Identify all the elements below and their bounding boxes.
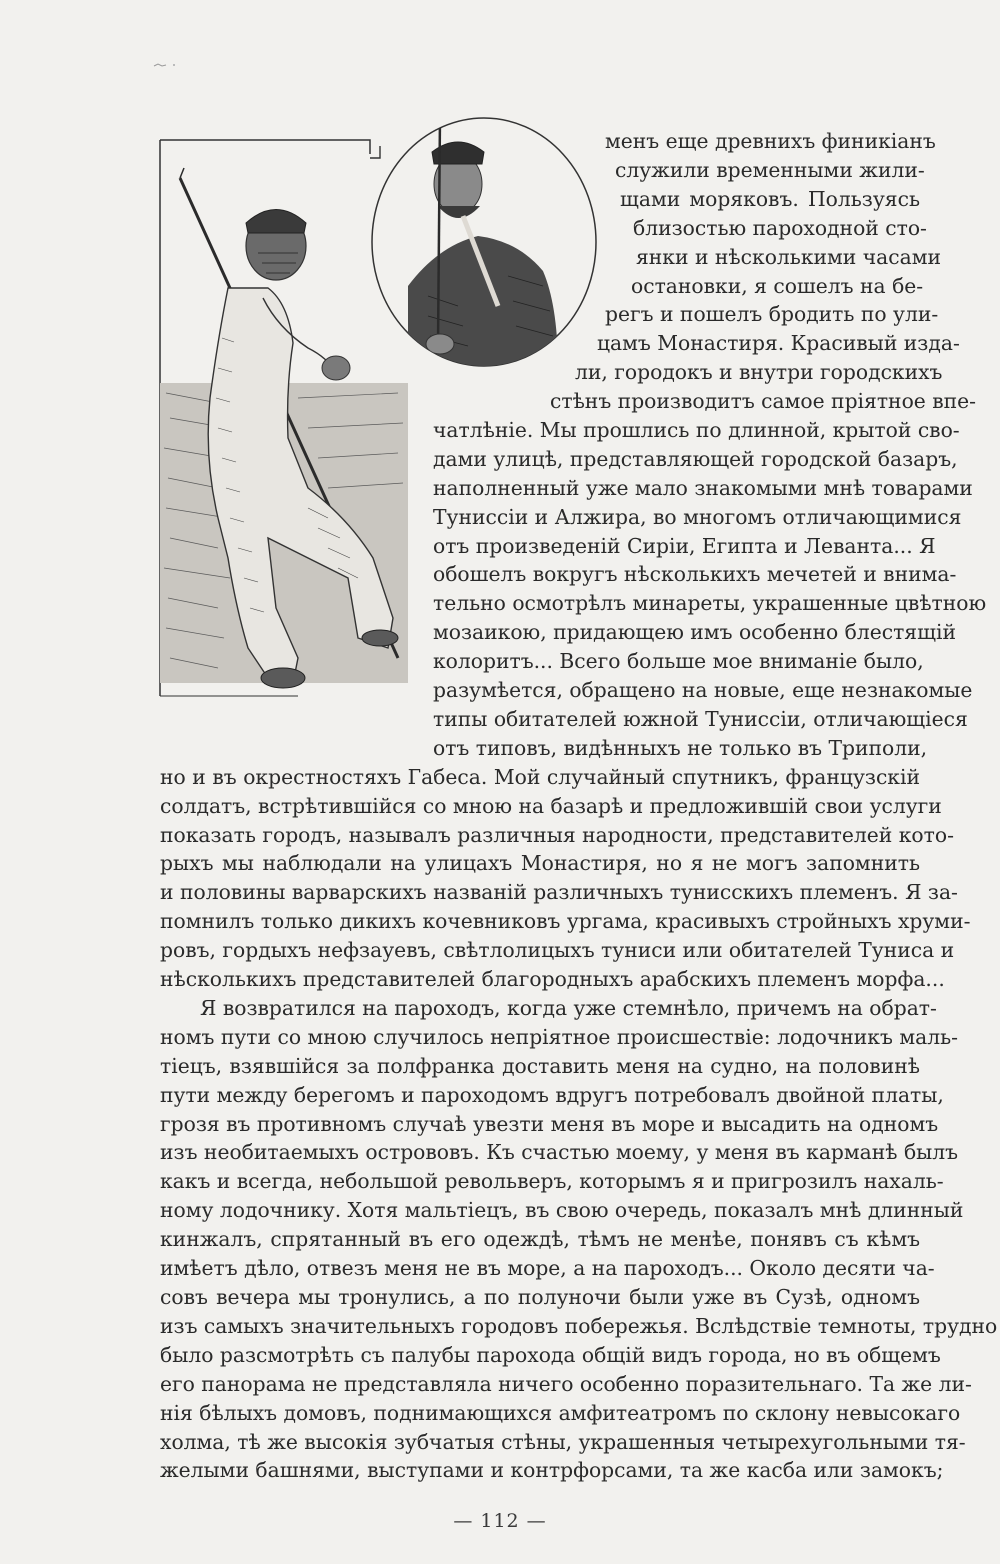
text-line: тіецъ, взявшійся за полфранка доставить меня на судно, на половинѣ bbox=[160, 1054, 920, 1078]
text-line: Туниссіи и Алжира, во многомъ отличающимися bbox=[433, 505, 962, 529]
text-line: солдатъ, встрѣтившійся со мною на базарѣ и предложившій свои услуги bbox=[160, 794, 942, 818]
text-line: имѣетъ дѣло, отвезъ меня не въ море, а на пароходъ... Около десяти ча- bbox=[160, 1256, 935, 1280]
text-line: тельно осмотрѣлъ минареты, украшенные цвѣтною bbox=[433, 591, 987, 615]
text-line: номъ пути со мною случилось непріятное происшествіе: лодочникъ маль- bbox=[160, 1025, 958, 1049]
text-line: чатлѣніе. Мы прошлись по длинной, крытой сво- bbox=[433, 418, 960, 442]
text-line: отъ произведеній Сиріи, Египта и Леванта... Я bbox=[433, 534, 936, 558]
text-line: типы обитателей южной Туниссіи, отличающіеся bbox=[433, 707, 968, 731]
text-line: и половины варварскихъ названій различныхъ тунисскихъ племенъ. Я за- bbox=[160, 880, 958, 904]
engraving-man-portrait bbox=[368, 106, 600, 370]
text-line: нѣсколькихъ представителей благородныхъ арабскихъ племенъ морфа... bbox=[160, 967, 945, 991]
text-line: совъ вечера мы тронулись, а по полуночи были уже въ Сузѣ, одномъ bbox=[160, 1285, 920, 1309]
text-line: служили временными жили- bbox=[615, 158, 925, 182]
page-number: — 112 — bbox=[453, 1510, 547, 1532]
text-line: показать городъ, называлъ различныя народности, представителей кото- bbox=[160, 823, 954, 847]
text-line: пути между берегомъ и пароходомъ вдругъ потребовалъ двойной платы, bbox=[160, 1083, 944, 1107]
text-line: холма, тѣ же высокія зубчатыя стѣны, украшенныя четырехугольными тя- bbox=[160, 1430, 966, 1454]
text-line: менъ еще древнихъ финикіанъ bbox=[605, 129, 936, 153]
text-line: щами моряковъ. Пользуясь bbox=[620, 187, 920, 211]
text-line: ровъ, гордыхъ нефзауевъ, свѣтлолицыхъ туниси или обитателей Туниса и bbox=[160, 938, 955, 962]
text-line: какъ и всегда, небольшой револьверъ, которымъ я и пригрозилъ нахаль- bbox=[160, 1169, 944, 1193]
text-line: нія бѣлыхъ домовъ, поднимающихся амфитеатромъ по склону невысокаго bbox=[160, 1401, 961, 1425]
text-line: янки и нѣсколькими часами bbox=[636, 245, 942, 269]
text-line: близостью пароходной сто- bbox=[633, 216, 927, 240]
text-line: дами улицѣ, представляющей городской базаръ, bbox=[433, 447, 958, 471]
text-line: но и въ окрестностяхъ Габеса. Мой случайный спутникъ, французскій bbox=[160, 765, 920, 789]
text-line: ному лодочнику. Хотя мальтіецъ, въ свою очередь, показалъ мнѣ длинный bbox=[160, 1198, 964, 1222]
text-line: регъ и пошелъ бродить по ули- bbox=[605, 302, 939, 326]
text-line: изъ самыхъ значительныхъ городовъ побережья. Вслѣдствіе темноты, трудно bbox=[160, 1314, 998, 1338]
text-line: цамъ Монастиря. Красивый изда- bbox=[597, 331, 960, 355]
text-line: помнилъ только дикихъ кочевниковъ ургама, красивыхъ стройныхъ хруми- bbox=[160, 909, 971, 933]
text-line: остановки, я сошелъ на бе- bbox=[631, 274, 924, 298]
text-line: изъ необитаемыхъ острововъ. Къ счастью моему, у меня въ карманѣ былъ bbox=[160, 1140, 959, 1164]
text-line: Я возвратился на пароходъ, когда уже стемнѣло, причемъ на обрат- bbox=[200, 996, 937, 1020]
text-line: мозаикою, придающею имъ особенно блестящій bbox=[433, 620, 956, 644]
text-line: желыми башнями, выступами и контрфорсами, та же касба или замокъ; bbox=[160, 1458, 944, 1482]
printing-speck bbox=[152, 62, 182, 68]
text-line: грозя въ противномъ случаѣ увезти меня въ море и высадить на одномъ bbox=[160, 1112, 939, 1136]
text-line: разумѣется, обращено на новые, еще незнакомые bbox=[433, 678, 973, 702]
text-line: обошелъ вокругъ нѣсколькихъ мечетей и внима- bbox=[433, 562, 957, 586]
text-line: кинжалъ, спрятанный въ его одеждѣ, тѣмъ не менѣе, понявъ съ кѣмъ bbox=[160, 1227, 920, 1251]
text-line: было разсмотрѣть съ палубы парохода общій видъ города, но въ общемъ bbox=[160, 1343, 941, 1367]
text-line: отъ типовъ, видѣнныхъ не только въ Триполи, bbox=[433, 736, 928, 760]
text-line: наполненный уже мало знакомыми мнѣ товарами bbox=[433, 476, 973, 500]
text-line: его панорама не представляла ничего особенно поразительнаго. Та же ли- bbox=[160, 1372, 972, 1396]
text-line: стѣнъ производитъ самое пріятное впе- bbox=[550, 389, 977, 413]
text-line: рыхъ мы наблюдали на улицахъ Монастиря, но я не могъ запомнить bbox=[160, 851, 920, 875]
text-line: ли, городокъ и внутри городскихъ bbox=[575, 360, 943, 384]
text-line: колоритъ... Всего больше мое вниманіе было, bbox=[433, 649, 924, 673]
